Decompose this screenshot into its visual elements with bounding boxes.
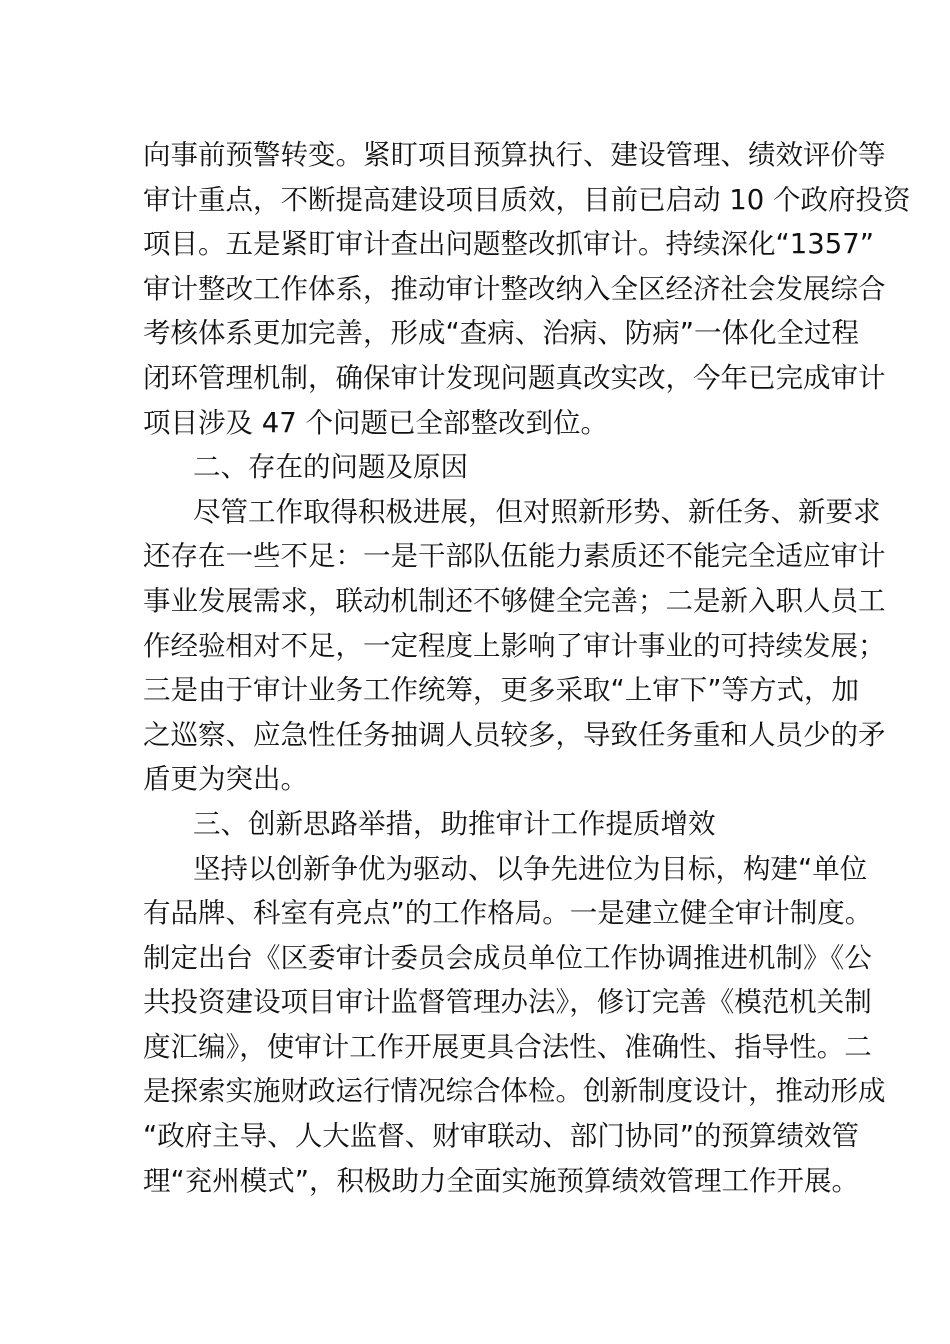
document-page [143, 133, 911, 1203]
text-line: 事业发展需求，联动机制还不够健全完善；二是新入职人员工 [143, 584, 886, 617]
text-line: 共投资建设项目审计监督管理办法》，修订完善《模范机关制 [143, 986, 872, 1019]
text-line: 考核体系更加完善，形成“查病、治病、防病”一体化全过程 [143, 317, 859, 350]
text-line: 坚持以创新争优为驱动、以争先进位为目标，构建“单位 [193, 852, 868, 885]
text-line: 盾更为突出。 [143, 763, 308, 796]
text-line: 项目。五是紧盯审计查出问题整改抓审计。持续深化“1357” [143, 228, 874, 261]
text-line: 审计重点，不断提高建设项目质效，目前已启动 10 个政府投资 [143, 183, 911, 216]
paragraph-problems [143, 490, 886, 802]
text-line: “政府主导、人大监督、财审联动、部门协同”的预算绩效管 [143, 1120, 859, 1153]
text-line: 之巡察、应急性任务抽调人员较多，导致任务重和人员少的矛 [143, 718, 886, 751]
text-line: 度汇编》，使审计工作开展更具合法性、准确性、指导性。二 [143, 1030, 872, 1063]
text-line: 作经验相对不足，一定程度上影响了审计事业的可持续发展； [143, 629, 886, 662]
text-line: 审计整改工作体系，推动审计整改纳入全区经济社会发展综合 [143, 272, 886, 305]
heading-text: 二、存在的问题及原因 [193, 451, 468, 484]
section-heading-innovation [143, 802, 807, 847]
text-line: 理“兖州模式”，积极助力全面实施预算绩效管理工作开展。 [143, 1164, 859, 1197]
text-line: 向事前预警转变。紧盯项目预算执行、建设管理、绩效评价等 [143, 139, 886, 171]
paragraph-audit-rectification [143, 133, 911, 445]
text-line: 项目涉及 47 个问题已全部整改到位。 [143, 406, 608, 439]
paragraph-innovation [143, 847, 886, 1204]
text-line: 还存在一些不足：一是干部队伍能力素质还不能完全适应审计 [143, 540, 886, 573]
text-line: 闭环管理机制，确保审计发现问题真改实改，今年已完成审计 [143, 361, 886, 394]
text-line: 是探索实施财政运行情况综合体检。创新制度设计，推动形成 [143, 1075, 886, 1108]
section-heading-problems [143, 445, 807, 490]
text-line: 制定出台《区委审计委员会成员单位工作协调推进机制》《公 [143, 941, 872, 974]
text-line: 三是由于审计业务工作统筹，更多采取“上审下”等方式，加 [143, 674, 859, 707]
text-line: 有品牌、科室有亮点”的工作格局。一是建立健全审计制度。 [143, 897, 873, 930]
text-line: 尽管工作取得积极进展，但对照新形势、新任务、新要求 [193, 495, 881, 528]
heading-text: 三、创新思路举措，助推审计工作提质增效 [193, 807, 716, 840]
